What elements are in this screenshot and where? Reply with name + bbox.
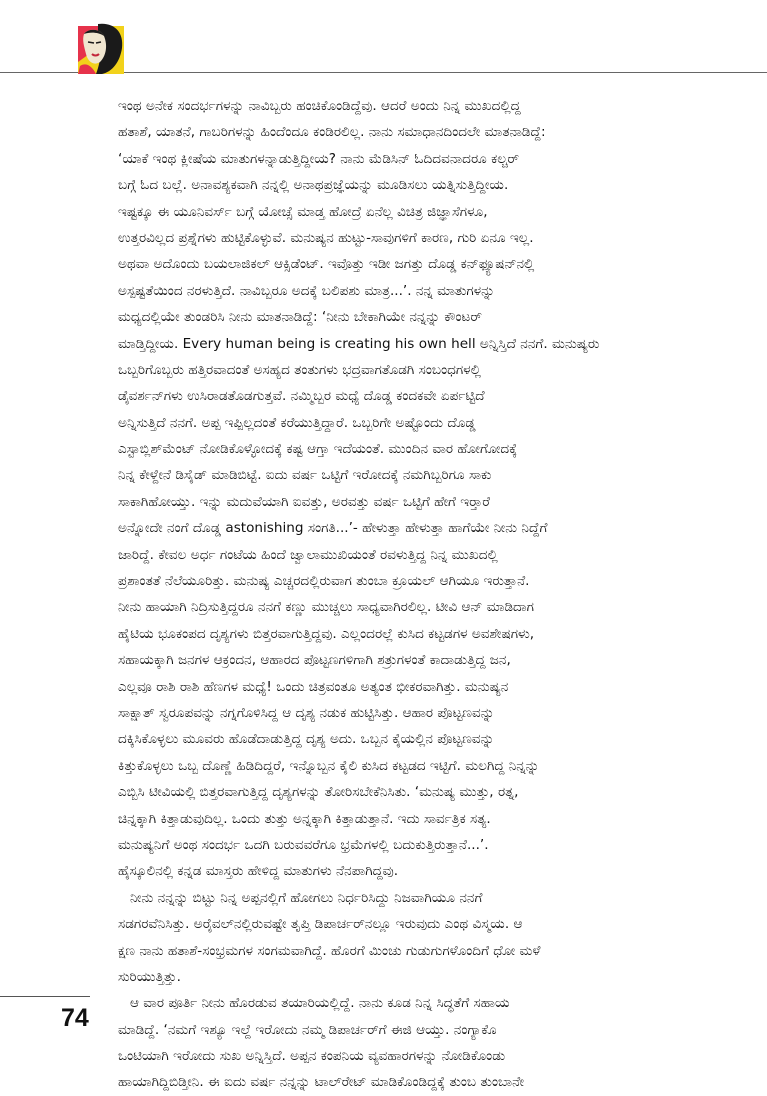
text-line: ಮನುಷ್ಯನಿಗೆ ಅಂಥ ಸಂದರ್ಭ ಒದಗಿ ಬರುವವರೆಗೂ ಭ್ರಮೆಗಳಲ್ಲಿ ಬದುಕುತ್ತಿರುತ್ತಾನೆ...’. <box>118 836 489 853</box>
text-line: ಇಂಥ ಅನೇಕ ಸಂದರ್ಭಗಳನ್ನು ನಾವಿಬ್ಬರು ಹಂಚಿಕೊಂಡಿದ್ದೆವು. ಆದರೆ ಅಂದು ನಿನ್ನ ಮುಖದಲ್ಲಿದ್ದ <box>118 98 521 114</box>
text-line: ಜಾರಿದ್ದೆ. ಕೇವಲ ಅರ್ಧ ಗಂಟೆಯ ಹಿಂದೆ ಜ್ವಾಲಾಮುಖಿಯಂತೆ ರವಳುತ್ತಿದ್ದ ನಿನ್ನ ಮುಖದಲ್ಲಿ <box>118 546 498 563</box>
text-line: ಉತ್ತರವಿಲ್ಲದ ಪ್ರಶ್ನೆಗಳು ಹುಟ್ಟಿಕೊಳ್ಳುವೆ. ಮನುಷ್ಯನ ಹುಟ್ಟು-ಸಾವುಗಳಿಗೆ ಕಾರಣ, ಗುರಿ ಏನೂ ಇಲ್ಲ. <box>118 229 534 246</box>
text-line: ನಿನ್ನ ಕೇಳ್ದೇನೆ ಡಿಸೈಡ್ ಮಾಡಿಬಿಟ್ಟೆ. ಐದು ವರ್ಷ ಒಟ್ಟಿಗೆ ಇರೋದಕ್ಕೆ ನಮಗಿಬ್ಬರಿಗೂ ಸಾಕು <box>118 467 492 484</box>
text-line: ಸಹಾಯಕ್ಕಾಗಿ ಜನಗಳ ಆಕ್ರಂದನ, ಆಹಾರದ ಪೊಟ್ಟಣಗಳಿಗಾಗಿ ಶತ್ರುಗಳಂತೆ ಕಾದಾಡುತ್ತಿದ್ದ ಜನ, <box>118 652 511 669</box>
text-line: ಇಷ್ಟಕ್ಕೂ ಈ ಯೂನಿವರ್ಸ್ ಬಗ್ಗೆ ಯೋಚ್ಸೆ ಮಾಡ್ತ ಹೋದ್ರೆ ಏನೆಲ್ಲ ವಿಚಿತ್ರ ಜಿಜ್ಞಾಸೆಗಳೂ, <box>118 203 488 220</box>
text-line: ಎಲ್ಲವೂ ರಾಶಿ ರಾಶಿ ಹೆಣಗಳ ಮಧ್ಯೆ! ಒಂದು ಚಿತ್ರವಂತೂ ಅತ್ಯಂತ ಭೀಕರವಾಗಿತ್ತು. ಮನುಷ್ಯನ <box>118 678 509 695</box>
text-line: ಒಂಟಿಯಾಗಿ ಇರೋದು ಸುಖ ಅನ್ನಿಸ್ತಿದೆ. ಅಪ್ಪನ ಕಂಪನಿಯ ವ್ಯವಹಾರಗಳನ್ನು ನೋಡಿಕೊಂಡು <box>118 1048 506 1065</box>
text-line: ಒಬ್ಬರಿಗೊಬ್ಬರು ಹತ್ತಿರವಾದಂತೆ ಅಸಹ್ಯದ ತಂತುಗಳು ಭದ್ರವಾಗತೊಡಗಿ ಸಂಬಂಧಗಳಲ್ಲಿ <box>118 361 481 378</box>
text-line: ಸುರಿಯುತ್ತಿತ್ತು. <box>118 968 181 985</box>
text-line: ಹತಾಶೆ, ಯಾತನೆ, ಗಾಬರಿಗಳನ್ನು ಹಿಂದೆಂದೂ ಕಂಡಿರಲಿಲ್ಲ. ನಾನು ಸಮಾಧಾನದಿಂದಲೇ ಮಾತನಾಡಿದ್ದೆ: <box>118 124 546 141</box>
text-line: ಅಸ್ಪಷ್ಟತೆಯಿಂದ ನರಳುತ್ತಿದೆ. ನಾವಿಬ್ಬರೂ ಅದಕ್ಕೆ ಬಲಿಪಶು ಮಾತ್ರ...’. ನನ್ನ ಮಾತುಗಳನ್ನು <box>118 282 495 299</box>
text-line: ಕಿತ್ತುಕೊಳ್ಳಲು ಒಬ್ಬ ದೊಣ್ಣೆ ಹಿಡಿದಿದ್ದರೆ, ಇನ್ನೊಬ್ಬನ ಕೈಲಿ ಕುಸಿದ ಕಟ್ಟಡದ ಇಟ್ಟಿಗೆ. ಮಲಗಿದ್ದ ನಿನ್ನನ್ನು <box>118 757 540 774</box>
text-line: ಮಾಡಿದ್ದೆ. ‘ನಮಗೆ ಇಶ್ಯೂ ಇಲ್ದೆ ಇರೋದು ನಮ್ಮ ಡಿಪಾರ್ಚರ್‌ಗೆ ಈಜಿ ಆಯ್ತು. ನಂಗ್ಯಾಕೊ <box>118 1021 497 1038</box>
text-line: ಸಡಗರವೆನಿಸಿತ್ತು. ಅರೈವಲ್‌ನಲ್ಲಿರುವಷ್ಟೇ ತೃಪ್ತಿ ಡಿಪಾರ್ಚರ್‌ನಲ್ಲೂ ಇರುವುದು ಎಂಥ ವಿಸ್ಮಯ. ಆ <box>118 916 523 933</box>
text-line: ಎಸ್ಟಾಬ್ಲಿಶ್‌ಮೆಂಟ್ ನೋಡಿಕೊಳ್ಳೋದಕ್ಕೆ ಕಷ್ಟ ಆಗ್ತಾ ಇದೆಯಂತೆ. ಮುಂದಿನ ವಾರ ಹೋಗೋದಕ್ಕೆ <box>118 441 518 458</box>
text-line: ಕ್ಷಣ ನಾನು ಹತಾಶೆ-ಸಂಭ್ರಮಗಳ ಸಂಗಮವಾಗಿದ್ದೆ. ಹೊರಗೆ ಮಿಂಚು ಗುಡುಗುಗಳೊಂದಿಗೆ ಧೋ ಮಳೆ <box>118 942 541 959</box>
text-line: ಅನ್ನೋದೇ ನಂಗೆ ದೊಡ್ಡ astonishing ಸಂಗತಿ...’- ಹೇಳುತ್ತಾ ಹೇಳುತ್ತಾ ಹಾಗೆಯೇ ನೀನು ನಿದ್ದೆಗೆ <box>118 520 548 537</box>
footer-rule <box>0 996 90 997</box>
text-line: ಮಾಡ್ತಿದ್ದೀಯ. Every human being is creating his own hell ಅನ್ನಿಸ್ತಿದೆ ನನಗೆ. ಮನುಷ್ಯರು <box>118 335 600 352</box>
text-line: ದಕ್ಕಿಸಿಕೊಳ್ಳಲು ಮೂವರು ಹೊಡೆದಾಡುತ್ತಿದ್ದ ದೃಶ್ಯ ಅದು. ಒಬ್ಬನ ಕೈಯಲ್ಲಿನ ಪೊಟ್ಟಣವನ್ನು <box>118 731 495 748</box>
text-line: ಆ ವಾರ ಪೂರ್ತಿ ನೀನು ಹೊರಡುವ ತಯಾರಿಯಲ್ಲಿದ್ದೆ. ನಾನು ಕೂಡ ನಿನ್ನ ಸಿದ್ಧತೆಗೆ ಸಹಾಯ <box>130 995 510 1012</box>
page-number: 74 <box>61 1004 89 1032</box>
text-line: ಚಿನ್ನಕ್ಕಾಗಿ ಕಿತ್ತಾಡುವುದಿಲ್ಲ. ಒಂದು ತುತ್ತು ಅನ್ನಕ್ಕಾಗಿ ಕಿತ್ತಾಡುತ್ತಾನೆ. ಇದು ಸಾರ್ವತ್ರಿಕ ಸತ್ಯ. <box>118 810 491 827</box>
text-line: ಹೈಟಿಯ ಭೂಕಂಪದ ದೃಶ್ಯಗಳು ಬಿತ್ತರವಾಗುತ್ತಿದ್ದವು. ಎಲ್ಲಂದರಲ್ಲೆ ಕುಸಿದ ಕಟ್ಟಡಗಳ ಅವಶೇಷಗಳು, <box>118 625 535 642</box>
text-line: ಹಾಯಾಗಿದ್ದಿಬಿಡ್ತೀನಿ. ಈ ಐದು ವರ್ಷ ನನ್ನನ್ನು ಟಾಲ್‌ರೇಟ್ ಮಾಡಿಕೊಂಡಿದ್ದಕ್ಕೆ ತುಂಬ ತುಂಬಾನೇ <box>118 1074 525 1091</box>
text-line: ಸಾಕಾಗಿಹೋಯ್ತು. ಇನ್ನು ಮದುವೆಯಾಗಿ ಐವತ್ತು, ಅರವತ್ತು ವರ್ಷ ಒಟ್ಟಿಗೆ ಹೇಗೆ ಇರ್‍ತಾರೆ <box>118 493 490 510</box>
text-line: ಹೈಸ್ಕೂಲಿನಲ್ಲಿ ಕನ್ನಡ ಮಾಸ್ತರು ಹೇಳಿದ್ದ ಮಾತುಗಳು ನೆನಪಾಗಿದ್ದವು. <box>118 863 399 880</box>
body-text <box>118 93 672 1096</box>
text-line: ‘ಯಾಕೆ ಇಂಥ ಕ್ಲೀಷೆಯ ಮಾತುಗಳನ್ನಾಡುತ್ತಿದ್ದೀಯ? ನಾನು ಮೆಡಿಸಿನ್ ಓದಿದವನಾದರೂ ಕಲ್ಚರ್ <box>118 150 520 167</box>
text-line: ನೀನು ನನ್ನನ್ನು ಬಿಟ್ಟು ನಿನ್ನ ಅಪ್ಪನಲ್ಲಿಗೆ ಹೋಗಲು ನಿರ್ಧರಿಸಿದ್ದು ನಿಜವಾಗಿಯೂ ನನಗೆ <box>130 889 483 906</box>
text-line: ಬಗ್ಗೆ ಓದ ಬಲ್ಲೆ. ಅನಾವಶ್ಯಕವಾಗಿ ನನ್ನಲ್ಲಿ ಅನಾಥಪ್ರಜ್ಞೆಯನ್ನು ಮೂಡಿಸಲು ಯತ್ನಿಸುತ್ತಿದ್ದೀಯ. <box>118 177 509 194</box>
text-line: ನೀನು ಹಾಯಾಗಿ ನಿದ್ರಿಸುತ್ತಿದ್ದರೂ ನನಗೆ ಕಣ್ಣು ಮುಚ್ಚಲು ಸಾಧ್ಯವಾಗಿರಲಿಲ್ಲ. ಟೀವಿ ಆನ್ ಮಾಡಿದಾಗ <box>118 599 534 616</box>
text-line: ಅನ್ನಿಸುತ್ತಿದೆ ನನಗೆ. ಅಪ್ಪ ಇಪ್ಪಿಲ್ಲದಂತೆ ಕರೆಯುತ್ತಿದ್ದಾರೆ. ಒಬ್ಬರಿಗೇ ಅಷ್ಟೊಂದು ದೊಡ್ಡ <box>118 414 476 431</box>
woman-face-illustration-icon <box>78 22 124 74</box>
text-line: ಪ್ರಶಾಂತತೆ ನೆಲೆಯೂರಿತ್ತು. ಮನುಷ್ಯ ಎಚ್ಚರದಲ್ಲಿರುವಾಗ ತುಂಬಾ ಕ್ರೂಯಲ್ ಆಗಿಯೂ ಇರುತ್ತಾನೆ. <box>118 573 530 590</box>
text-line: ಡೈವರ್ಶನ್‌ಗಳು ಉಸಿರಾಡತೊಡಗುತ್ತವೆ. ನಮ್ಮಿಬ್ಬರ ಮಧ್ಯೆ ದೊಡ್ಡ ಕಂದಕವೇ ಏರ್ಪಟ್ಟಿದೆ <box>118 388 485 405</box>
text-line: ಮಧ್ಯದಲ್ಲಿಯೇ ತುಂಡರಿಸಿ ನೀನು ಮಾತನಾಡಿದ್ದೆ: ‘ನೀನು ಬೇಕಾಗಿಯೇ ನನ್ನನ್ನು ಕೌಂಟರ್ <box>118 309 482 326</box>
text-line: ಸಾಕ್ಷಾತ್ ಸ್ವರೂಪವನ್ನು ನಗ್ನಗೊಳಿಸಿದ್ದ ಆ ದೃಶ್ಯ ನಡುಕ ಹುಟ್ಟಿಸಿತ್ತು. ಆಹಾರ ಪೊಟ್ಟಣವನ್ನು <box>118 704 495 721</box>
text-line: ಎಬ್ಬಿಸಿ ಟೀವಿಯಲ್ಲಿ ಬಿತ್ತರವಾಗುತ್ತಿದ್ದ ದೃಶ್ಯಗಳನ್ನು ತೋರಿಸಬೇಕೆನಿಸಿತು. ‘ಮನುಷ್ಯ ಮುತ್ತು, ರತ್ನ, <box>118 784 519 801</box>
text-line: ಅಥವಾ ಅದೊಂದು ಬಯಲಾಜಿಕಲ್ ಆಕ್ಸಿಡೆಂಟ್. ಇವೊತ್ತು ಇಡೀ ಜಗತ್ತು ದೊಡ್ಡ ಕನ್‌ಫ್ಯೂಷನ್‌ನಲ್ಲಿ <box>118 256 535 273</box>
